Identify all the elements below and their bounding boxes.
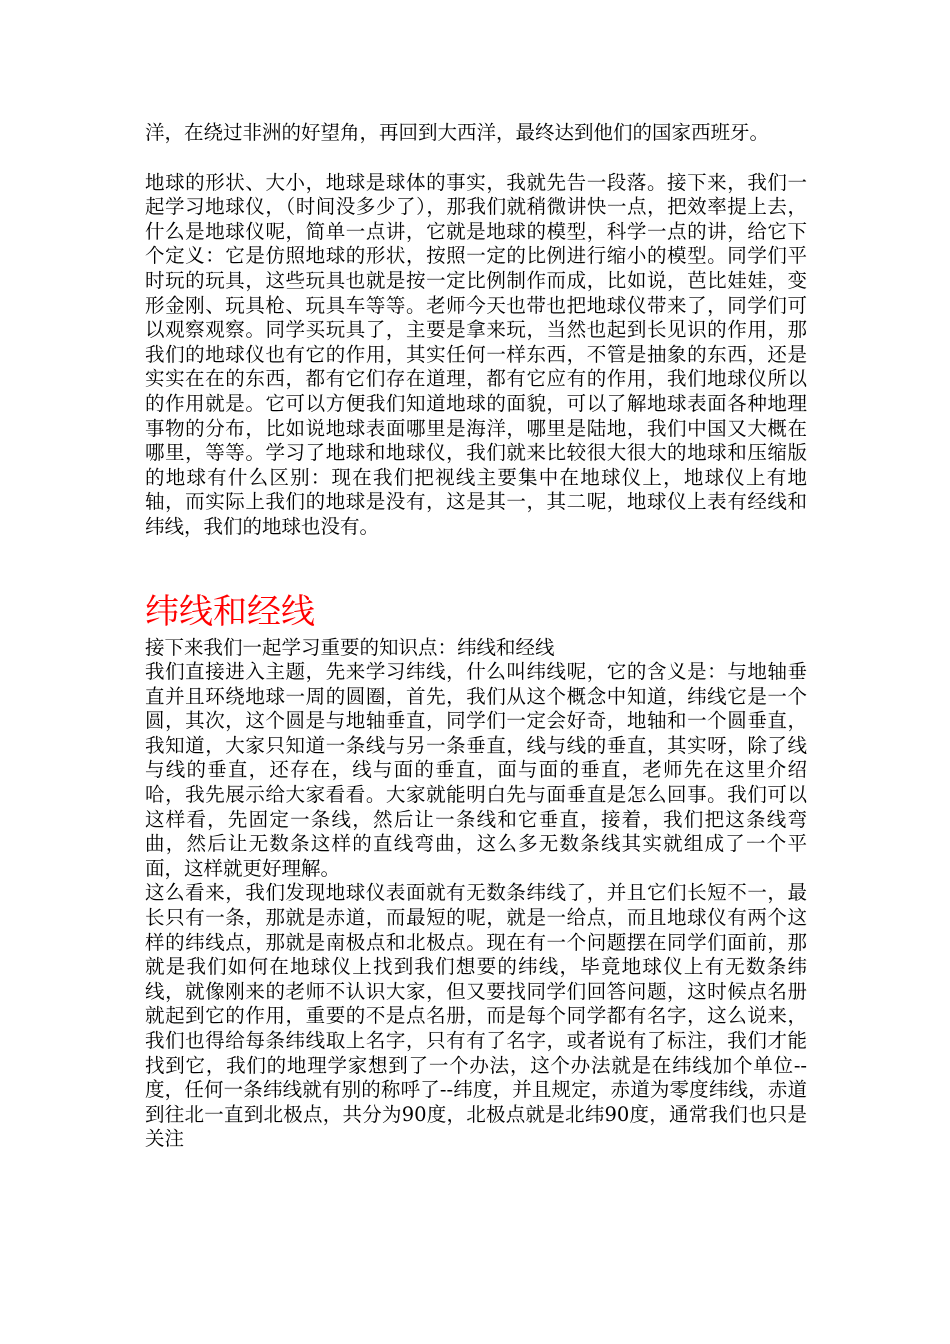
paragraph-globe-intro: 地球的形状、大小，地球是球体的事实，我就先告一段落。接下来，我们一起学习地球仪，（时间没多少了），那我们就稍微讲快一点，把效率提上去，什么是地球仪呢，简单一点讲，它就是地球的模型，科学一点的讲，给它下个定义：它是仿照地球的形状，按照一定的比例进行缩小的模型。同学们平时玩的玩具，这些玩具也就是按一定比例制作而成，比如说，芭比娃娃，变形金刚、玩具枪、玩具车等等。老师今天也带也把地球仪带来了，同学们可以观察观察。同学买玩具了，主要是拿来玩，当然也起到长见识的作用，那我们的地球仪也有它的作用，其实任何一样东西，不管是抽象的东西，还是实实在在的东西，都有它们存在道理，都有它应有的作用，我们地球仪所以的作用就是。它可以方便我们知道地球的面貌，可以了解地球表面各种地理事物的分布，比如说地球表面哪里是海洋，哪里是陆地，我们中国又大概在哪里，等等。学习了地球和地球仪，我们就来比较很大很大的地球和压缩版的地球有什么区别：现在我们把视线主要集中在地球仪上，地球仪上有地轴，而实际上我们的地球是没有，这是其一，其二呢，地球仪上表有经线和纬线，我们的地球也没有。 <box>145 170 807 538</box>
paragraph-latitude-definition: 我们直接进入主题，先来学习纬线，什么叫纬线呢，它的含义是：与地轴垂直并且环绕地球一周的圆圈，首先，我们从这个概念中知道，纬线它是一个圆，其次，这个圆是与地轴垂直，同学们一定会好奇，地轴和一个圆垂直，我知道，大家只知道一条线与另一条垂直，线与线的垂直，其实呀，除了线与线的垂直，还存在，线与面的垂直，面与面的垂直，老师先在这里介绍哈，我先展示给大家看看。大家就能明白先与面垂直是怎么回事。我们可以这样看，先固定一条线，然后让一条线和它垂直，接着，我们把这条线弯曲，然后让无数条这样的直线弯曲，这么多无数条线其实就组成了一个平面，这样就更好理解。 <box>145 660 807 880</box>
paragraph-continuation: 洋，在绕过非洲的好望角，再回到大西洋，最终达到他们的国家西班牙。 <box>145 121 770 144</box>
paragraph-latitude-degrees: 这么看来，我们发现地球仪表面就有无数条纬线了，并且它们长短不一，最长只有一条，那就是赤道，而最短的呢，就是一给点，而且地球仪有两个这样的纬线点，那就是南极点和北极点。现在有一个问题摆在同学们面前，那就是我们如何在地球仪上找到我们想要的纬线，毕竟地球仪上有无数条纬线，就像刚来的老师不认识大家，但又要找同学们回答问题，这时候点名册就起到它的作用，重要的不是点名册，而是每个同学都有名字，这么说来，我们也得给每条纬线取上名字，只有有了名字，或者说有了标注，我们才能找到它，我们的地理学家想到了一个办法，这个办法就是在纬线加个单位--度，任何一条纬线就有别的称呼了--纬度，并且规定，赤道为零度纬线，赤道到往北一直到北极点，共分为90度，北极点就是北纬90度，通常我们也只是关注 <box>145 881 807 1151</box>
section-heading: 纬线和经线 <box>145 591 315 632</box>
paragraph-section-lead: 接下来我们一起学习重要的知识点：纬线和经线 <box>145 635 555 659</box>
document-page <box>145 121 807 1152</box>
